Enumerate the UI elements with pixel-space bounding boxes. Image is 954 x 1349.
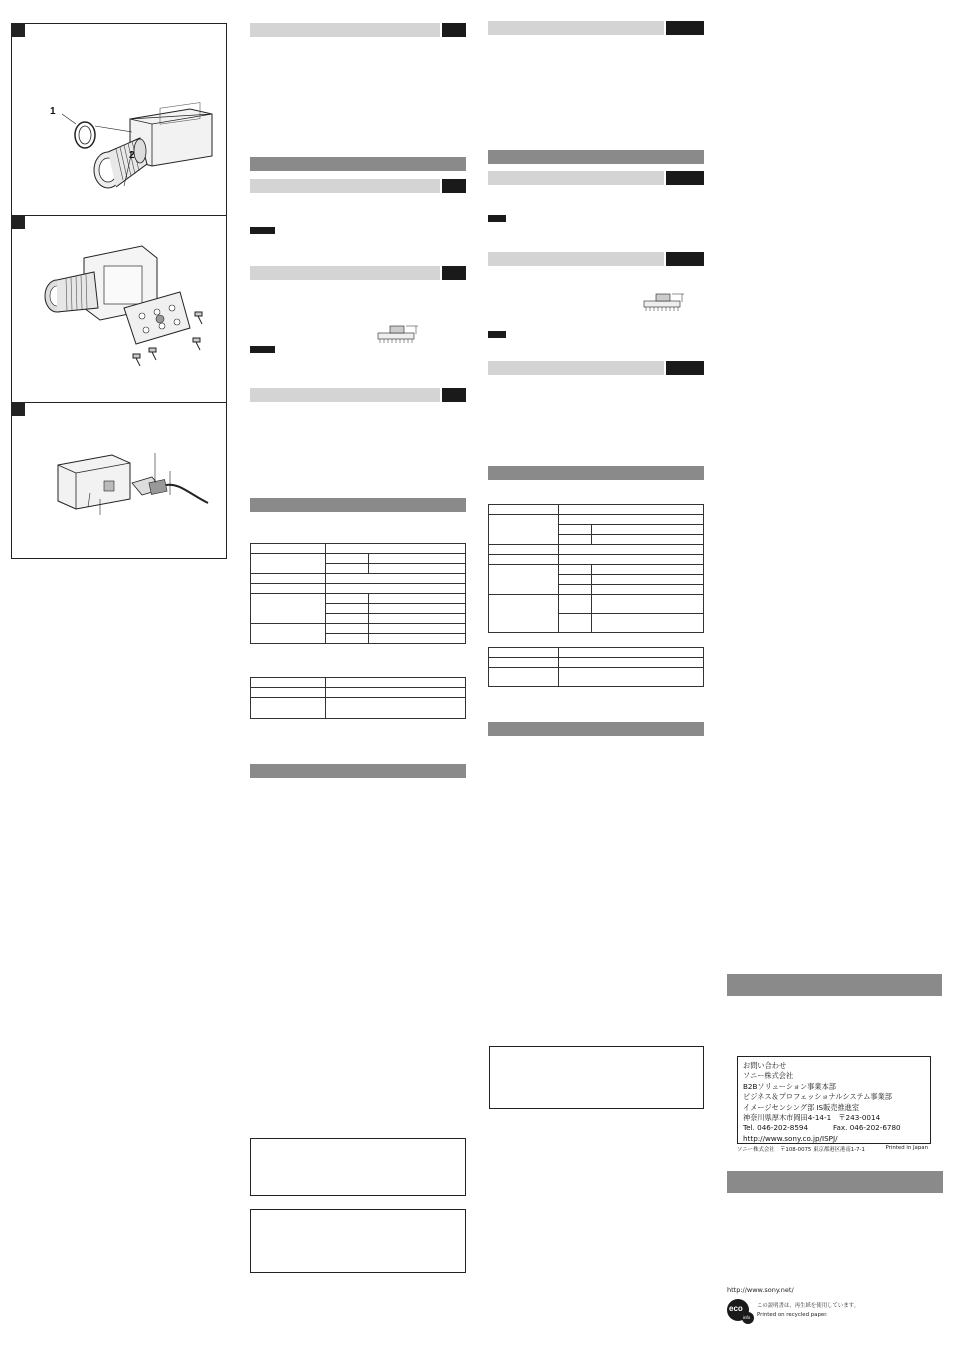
section-header-bar bbox=[488, 361, 664, 375]
section-tag bbox=[666, 361, 704, 375]
contact-division: B2Bソリューション事業本部 bbox=[743, 1081, 836, 1091]
note-tag bbox=[250, 346, 275, 353]
notice-box bbox=[489, 1046, 704, 1109]
contact-heading: お問い合わせ bbox=[743, 1061, 787, 1070]
spec-table bbox=[250, 543, 466, 644]
section-tag bbox=[442, 179, 466, 193]
section-header-bar bbox=[488, 171, 664, 185]
notice-box bbox=[250, 1209, 466, 1273]
contact-address: 神奈川県厚木市岡田4-14-1 〒243-0014 bbox=[743, 1113, 881, 1123]
contact-department: ビジネス＆プロフェッショナルシステム事業部 bbox=[743, 1092, 892, 1102]
spec-table bbox=[488, 647, 704, 687]
figure-panel-2 bbox=[11, 215, 227, 403]
notice-box bbox=[250, 1138, 466, 1196]
printed-in-japan: Printed in Japan bbox=[885, 1145, 928, 1151]
callout-2: 2 bbox=[129, 150, 135, 161]
section-header-bar bbox=[488, 466, 704, 480]
contact-tel: Tel. 046-202-8594 bbox=[743, 1123, 809, 1133]
spec-table bbox=[488, 504, 704, 633]
figure-panel-1 bbox=[11, 23, 227, 216]
footer-address-line bbox=[737, 1145, 931, 1153]
section-header-bar bbox=[250, 23, 440, 37]
section-header-bar bbox=[250, 764, 466, 778]
contact-company: ソニー株式会社 bbox=[743, 1071, 794, 1081]
section-header-bar bbox=[727, 1171, 943, 1193]
note-tag bbox=[488, 331, 506, 338]
section-tag bbox=[666, 252, 704, 266]
section-header-bar bbox=[250, 179, 440, 193]
contact-url[interactable]: http://www.sony.co.jp/ISPJ/ bbox=[743, 1133, 838, 1143]
section-tag bbox=[666, 21, 704, 35]
section-tag bbox=[666, 171, 704, 185]
section-tag bbox=[442, 266, 466, 280]
eco-info-logo bbox=[727, 1299, 755, 1329]
section-tag bbox=[442, 23, 466, 37]
recycled-paper-note bbox=[757, 1302, 859, 1320]
section-header-bar bbox=[250, 388, 440, 402]
figure-panel-3 bbox=[11, 402, 227, 559]
note-tag bbox=[488, 215, 506, 222]
eco-logo-sub: info bbox=[743, 1315, 751, 1320]
contact-section: イメージセンシング部 IS販売推進室 bbox=[743, 1102, 860, 1112]
section-header-bar bbox=[250, 266, 440, 280]
section-header-bar bbox=[488, 21, 664, 35]
section-header-bar bbox=[250, 498, 466, 512]
tripod-adaptor-illustration bbox=[12, 216, 226, 402]
callout-1: 1 bbox=[50, 106, 56, 117]
section-tag bbox=[442, 388, 466, 402]
section-header-bar bbox=[488, 252, 664, 266]
company-address: ソニー株式会社 〒108-0075 東京都港区港南1-7-1 bbox=[737, 1147, 865, 1153]
spec-table bbox=[250, 677, 466, 719]
contact-fax: Fax. 046-202-6780 bbox=[833, 1123, 901, 1133]
note-tag bbox=[250, 227, 275, 234]
cable-connection-illustration bbox=[12, 403, 226, 558]
contact-phone-row bbox=[743, 1123, 925, 1133]
screw-depth-diagram bbox=[376, 324, 422, 344]
screw-depth-diagram bbox=[642, 292, 688, 312]
section-header-bar bbox=[488, 150, 704, 164]
website-link[interactable]: http://www.sony.net/ bbox=[727, 1286, 794, 1294]
section-header-bar bbox=[250, 157, 466, 171]
section-header-bar bbox=[488, 722, 704, 736]
lens-mount-illustration bbox=[12, 24, 226, 215]
eco-logo-text: eco bbox=[729, 1304, 743, 1313]
contact-box bbox=[737, 1056, 931, 1144]
recycled-paper-en: Printed on recycled paper. bbox=[757, 1312, 828, 1318]
section-header-bar bbox=[727, 974, 942, 996]
recycled-paper-ja: この説明書は、再生紙を使用しています。 bbox=[757, 1303, 859, 1309]
